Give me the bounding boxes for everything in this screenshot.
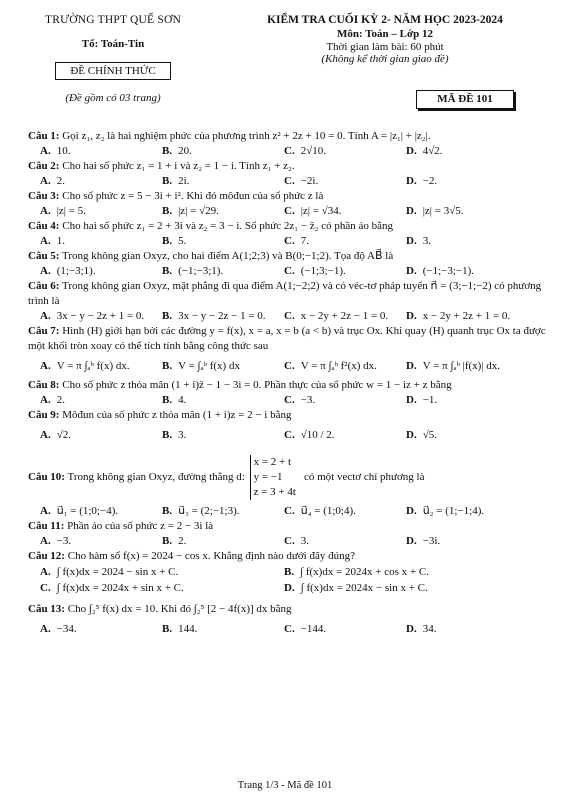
question-label: Câu 1: — [28, 130, 60, 142]
answer-options — [28, 354, 548, 378]
option-text: (−1;−3;−1). — [422, 265, 475, 277]
option-text: |z| = √29. — [178, 205, 219, 217]
option-letter: B. — [162, 145, 173, 157]
option-text: u⃗₁ = (1;0;−4). — [56, 505, 119, 517]
equation-line: z = 3 + 4t — [253, 486, 296, 498]
question-text: Trong không gian Oxyz, cho hai điểm A(1;2;3) và B(0;−1;2). Tọa độ AB⃗ là — [62, 250, 394, 262]
question-label: Câu 7: — [28, 325, 60, 337]
answer-option — [150, 234, 272, 249]
option-text: 144. — [178, 623, 198, 635]
answer-option — [28, 393, 150, 408]
answer-options — [28, 393, 548, 408]
question — [28, 324, 548, 354]
option-letter: B. — [162, 623, 173, 635]
question-label: Câu 4: — [28, 220, 60, 232]
option-text: 4. — [178, 394, 187, 406]
answer-options — [28, 234, 548, 249]
option-text: ∫ f(x)dx = 2024 − sin x + C. — [56, 566, 179, 578]
option-letter: D. — [406, 505, 417, 517]
question-text: Cho hai số phức z₁ = 2 + 3i và z₂ = 3 − i. Số phức 2z₁ − z̄₂ có phần ảo bằng — [62, 220, 394, 232]
school-name: TRƯỜNG THPT QUẾ SƠN — [45, 14, 181, 26]
option-letter: D. — [406, 429, 417, 441]
answer-option — [272, 354, 394, 378]
answer-option — [150, 264, 272, 279]
answer-option — [394, 534, 516, 549]
option-letter: B. — [162, 310, 173, 322]
question-text: Cho hàm số f(x) = 2024 − cos x. Khẳng định nào dưới đây đúng? — [67, 550, 355, 562]
option-text: x − 2y + 2z + 1 = 0. — [422, 310, 511, 322]
answer-options — [28, 309, 548, 324]
option-letter: A. — [40, 235, 51, 247]
option-text: (1;−3;1). — [56, 265, 96, 277]
option-text: 34. — [422, 623, 437, 635]
option-letter: A. — [40, 429, 51, 441]
option-letter: D. — [406, 623, 417, 635]
answer-option — [272, 174, 394, 189]
option-letter: B. — [162, 429, 173, 441]
time-note: (Không kể thời gian giao đề) — [321, 53, 449, 65]
option-letter: D. — [406, 360, 417, 372]
option-letter: C. — [284, 623, 295, 635]
option-text: √2. — [56, 429, 71, 441]
option-letter: B. — [162, 265, 173, 277]
answer-option — [394, 174, 516, 189]
option-letter: D. — [406, 265, 417, 277]
option-letter: C. — [284, 535, 295, 547]
answer-options — [28, 617, 548, 641]
option-letter: C. — [284, 145, 295, 157]
answer-option — [394, 393, 516, 408]
question — [28, 219, 548, 234]
question-text: Cho hai số phức z₁ = 1 + i và z₂ = 1 − i. Tính z₁ + z₂. — [62, 160, 295, 172]
answer-option — [272, 264, 394, 279]
answer-option — [28, 264, 150, 279]
answer-options — [28, 534, 548, 549]
option-text: −3. — [56, 535, 72, 547]
option-text: 2. — [178, 535, 187, 547]
option-letter: B. — [162, 235, 173, 247]
option-text: 7. — [300, 235, 309, 247]
question — [28, 279, 548, 309]
option-text: ∫ f(x)dx = 2024x + sin x + C. — [56, 582, 184, 594]
option-text: x − 2y + 2z − 1 = 0. — [300, 310, 389, 322]
option-letter: A. — [40, 623, 51, 635]
answer-option — [272, 144, 394, 159]
page-footer: Trang 1/3 - Mã đề 101 — [237, 780, 333, 791]
exam-code: MÃ ĐỀ 101 — [416, 90, 514, 109]
option-letter: A. — [40, 535, 51, 547]
department: Tổ: Toán-Tin — [81, 38, 145, 50]
equation-line: x = 2 + t — [253, 456, 292, 468]
question-label: Câu 6: — [28, 280, 60, 292]
option-letter: A. — [40, 205, 51, 217]
answer-option — [150, 423, 272, 447]
option-letter: C. — [284, 310, 295, 322]
option-text: |z| = 5. — [56, 205, 86, 217]
option-text: u⃗₄ = (1;0;4). — [300, 505, 356, 517]
option-text: −3i. — [422, 535, 441, 547]
answer-option — [150, 354, 272, 378]
answer-option — [394, 309, 516, 324]
answer-option — [28, 580, 272, 596]
option-text: −3. — [300, 394, 316, 406]
answer-options — [28, 423, 548, 447]
answer-options — [28, 204, 548, 219]
question — [28, 249, 548, 264]
option-text: ∫ f(x)dx = 2024x + cos x + C. — [300, 566, 429, 578]
question-label: Câu 12: — [28, 550, 65, 562]
option-letter: D. — [284, 582, 295, 594]
answer-option — [394, 504, 516, 519]
option-text: 1. — [56, 235, 65, 247]
question-list — [28, 129, 548, 641]
option-text: √5. — [422, 429, 437, 441]
option-letter: D. — [406, 235, 417, 247]
question — [28, 455, 548, 500]
question-text: Cho số phức z thỏa mãn (1 + i)z̄ − 1 − 3i = 0. Phần thực của số phức w = 1 − iz + z bằng — [62, 379, 452, 391]
answer-option — [28, 234, 150, 249]
option-text: 4√2. — [422, 145, 443, 157]
option-letter: D. — [406, 394, 417, 406]
option-text: V = ∫ₐᵇ f(x) dx — [178, 360, 240, 372]
option-text: 2. — [56, 394, 65, 406]
option-text: 2√10. — [300, 145, 326, 157]
answer-option — [272, 309, 394, 324]
option-text: |z| = 3√5. — [422, 205, 464, 217]
question-text: Trong không gian Oxyz, đường thẳng d: — [67, 471, 245, 484]
question-label: Câu 13: — [28, 603, 65, 615]
question-text: Trong không gian Oxyz, mặt phẳng đi qua điểm A(1;−2;2) và có véc-tơ pháp tuyến n⃗ = (3;−1;−2) có phương trình là — [28, 280, 542, 307]
question-label: Câu 5: — [28, 250, 60, 262]
answer-option — [394, 423, 516, 447]
answer-option — [272, 504, 394, 519]
option-letter: A. — [40, 175, 51, 187]
option-letter: B. — [162, 535, 173, 547]
answer-options — [28, 174, 548, 189]
answer-option — [272, 204, 394, 219]
option-letter: B. — [162, 175, 173, 187]
question-text: Hình (H) giới hạn bởi các đường y = f(x), x = a, x = b (a < b) và trục Ox. Khi quay (H) quanh trục Ox ta được một khối tròn xoay có thể tích tính bằng công thức sau — [28, 325, 546, 352]
option-letter: A. — [40, 265, 51, 277]
question-label: Câu 3: — [28, 190, 60, 202]
option-text: −34. — [56, 623, 77, 635]
question — [28, 378, 548, 393]
option-text: u⃗₂ = (1;−1;4). — [422, 505, 485, 517]
answer-option — [28, 617, 150, 641]
answer-option — [28, 309, 150, 324]
option-letter: B. — [162, 394, 173, 406]
answer-option — [150, 617, 272, 641]
answer-option — [394, 204, 516, 219]
answer-option — [150, 174, 272, 189]
option-text: u⃗₃ = (2;−1;3). — [178, 505, 240, 517]
exam-time: Thời gian làm bài: 60 phút — [326, 41, 444, 53]
question-label: Câu 2: — [28, 160, 60, 172]
option-text: 3. — [422, 235, 431, 247]
answer-option — [272, 617, 394, 641]
header-right — [225, 14, 545, 65]
option-text: 2. — [56, 175, 65, 187]
option-text: V = π ∫ₐᵇ f²(x) dx. — [300, 360, 377, 372]
answer-options — [28, 564, 548, 596]
option-text: 5. — [178, 235, 187, 247]
option-text: 3. — [300, 535, 309, 547]
question — [28, 602, 548, 617]
answer-option — [28, 174, 150, 189]
option-letter: B. — [162, 505, 173, 517]
answer-options — [28, 264, 548, 279]
question-label: Câu 11: — [28, 520, 65, 532]
option-letter: C. — [284, 429, 295, 441]
answer-option — [28, 534, 150, 549]
question-text: Cho ∫₂⁵ f(x) dx = 10. Khi đó ∫₂⁵ [2 − 4f(x)] dx bằng — [67, 603, 292, 615]
option-letter: C. — [284, 175, 295, 187]
option-text: V = π ∫ₐᵇ |f(x)| dx. — [422, 360, 501, 372]
answer-option — [272, 234, 394, 249]
option-letter: C. — [284, 235, 295, 247]
option-letter: D. — [406, 535, 417, 547]
answer-option — [28, 564, 272, 580]
option-text: −1. — [422, 394, 438, 406]
answer-option — [28, 144, 150, 159]
answer-option — [272, 580, 516, 596]
option-text: 3x − y − 2z − 1 = 0. — [178, 310, 266, 322]
question-text: Gọi z₁, z₂ là hai nghiệm phức của phương trình z² + 2z + 10 = 0. Tính A = |z₁| + |z₂|. — [62, 130, 431, 142]
option-letter: A. — [40, 505, 51, 517]
option-letter: C. — [284, 205, 295, 217]
answer-option — [272, 534, 394, 549]
answer-option — [150, 144, 272, 159]
answer-option — [150, 393, 272, 408]
option-text: √10 / 2. — [300, 429, 335, 441]
option-text: (−1;3;−1). — [300, 265, 346, 277]
option-letter: A. — [40, 310, 51, 322]
option-letter: A. — [40, 566, 51, 578]
answer-option — [394, 264, 516, 279]
answer-options — [28, 504, 548, 519]
answer-option — [394, 234, 516, 249]
header-left — [28, 14, 198, 104]
question-label: Câu 10: — [28, 471, 65, 484]
option-text: 20. — [178, 145, 192, 157]
option-text: 3. — [178, 429, 187, 441]
answer-option — [28, 354, 150, 378]
exam-title: KIỂM TRA CUỐI KỲ 2- NĂM HỌC 2023-2024 — [267, 14, 503, 26]
option-text: ∫ f(x)dx = 2024x − sin x + C. — [300, 582, 428, 594]
question-text-after: có một vectơ chỉ phương là — [303, 471, 425, 484]
option-letter: B. — [162, 360, 173, 372]
option-text: 3x − y − 2z + 1 = 0. — [56, 310, 145, 322]
option-letter: D. — [406, 310, 417, 322]
option-letter: D. — [406, 205, 417, 217]
answer-option — [150, 309, 272, 324]
option-text: 10. — [56, 145, 71, 157]
answer-option — [394, 617, 516, 641]
option-text: (−1;−3;1). — [178, 265, 224, 277]
question — [28, 189, 548, 204]
option-letter: D. — [406, 175, 417, 187]
equation-system — [250, 455, 296, 500]
question-label: Câu 9: — [28, 409, 60, 421]
answer-option — [272, 564, 516, 580]
option-letter: A. — [40, 360, 51, 372]
answer-options — [28, 144, 548, 159]
equation-line: y = −1 — [253, 471, 283, 483]
question — [28, 129, 548, 144]
answer-option — [150, 504, 272, 519]
pages-note: (Đề gồm có 03 trang) — [65, 92, 161, 104]
answer-option — [272, 423, 394, 447]
question — [28, 549, 548, 564]
option-letter: C. — [284, 360, 295, 372]
answer-option — [272, 393, 394, 408]
option-text: 2i. — [178, 175, 190, 187]
option-letter: A. — [40, 394, 51, 406]
question-text: Cho số phức z = 5 − 3i + i². Khi đó môđun của số phức z là — [62, 190, 324, 202]
option-letter: C. — [284, 505, 295, 517]
answer-option — [28, 504, 150, 519]
official-label: ĐỀ CHÍNH THỨC — [55, 62, 170, 80]
option-letter: B. — [162, 205, 173, 217]
question-text: Môđun của số phức z thỏa mãn (1 + i)z = 2 − i bằng — [62, 409, 292, 421]
option-letter: C. — [284, 394, 295, 406]
option-letter: D. — [406, 145, 417, 157]
question — [28, 408, 548, 423]
question — [28, 159, 548, 174]
answer-option — [150, 204, 272, 219]
answer-option — [28, 204, 150, 219]
option-letter: B. — [284, 566, 295, 578]
option-letter: C. — [284, 265, 295, 277]
answer-option — [150, 534, 272, 549]
question-text: Phần ảo của số phức z = 2 − 3i là — [67, 520, 214, 532]
subject: Môn: Toán – Lớp 12 — [337, 28, 433, 40]
option-text: V = π ∫ₐᵇ f(x) dx. — [56, 360, 130, 372]
option-text: −2i. — [300, 175, 319, 187]
option-text: −144. — [300, 623, 327, 635]
answer-option — [394, 354, 516, 378]
option-letter: C. — [40, 582, 51, 594]
question-label: Câu 8: — [28, 379, 60, 391]
option-text: |z| = √34. — [300, 205, 342, 217]
option-text: −2. — [422, 175, 438, 187]
answer-option — [28, 423, 150, 447]
answer-option — [394, 144, 516, 159]
option-letter: A. — [40, 145, 51, 157]
question — [28, 519, 548, 534]
